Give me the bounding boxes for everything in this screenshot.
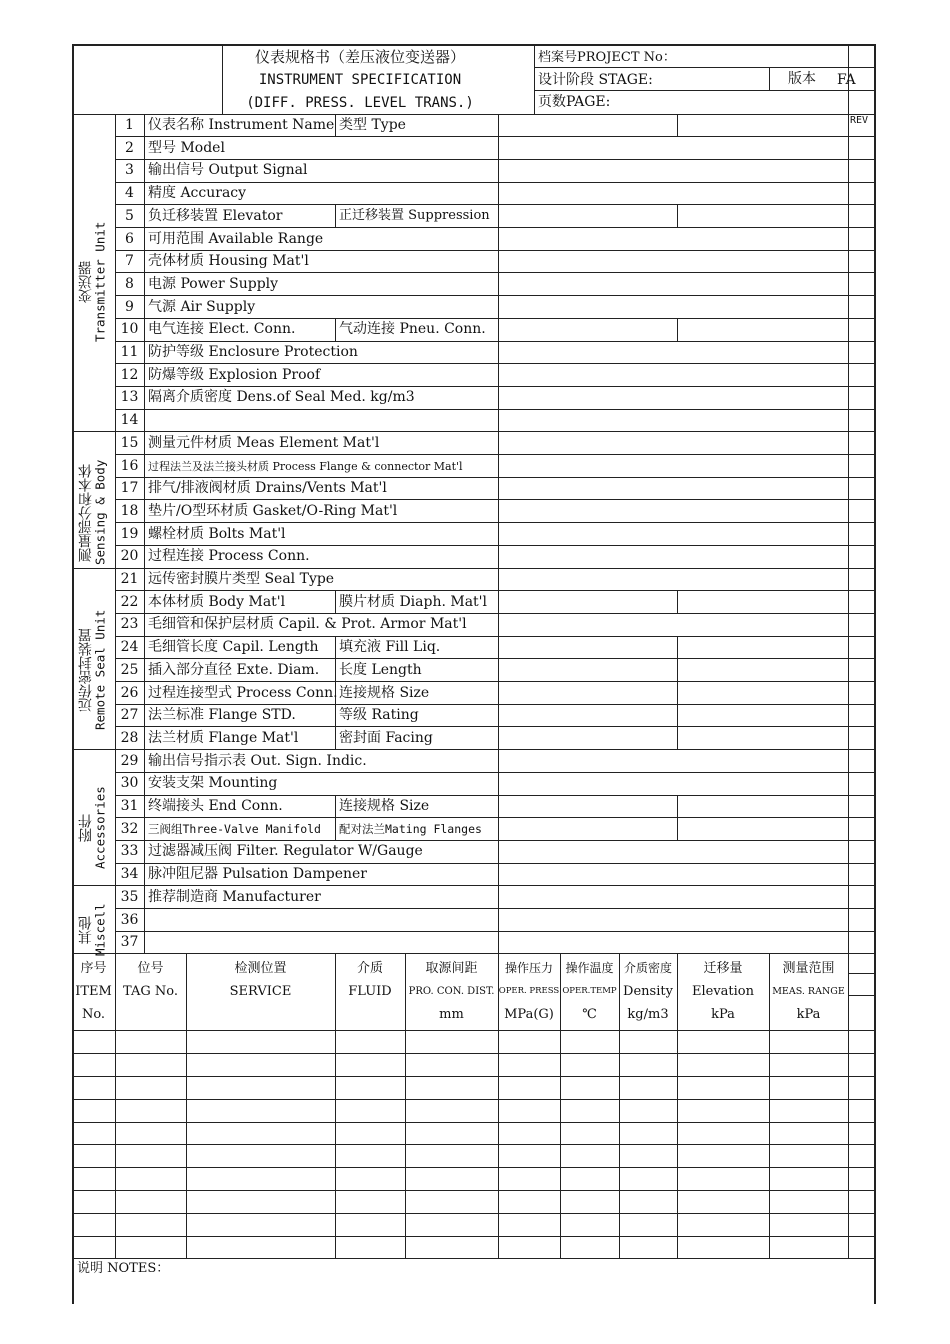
column-header-l3: kg/m3 [627, 1006, 669, 1022]
row-number: 26 [120, 684, 139, 701]
spec-value-cell[interactable] [499, 365, 847, 386]
row-number: 33 [120, 843, 139, 860]
spec-value-cell[interactable] [499, 614, 847, 635]
row-number: 8 [125, 275, 134, 292]
column-header-l3: MPa(G) [504, 1006, 554, 1022]
row-number: 1 [125, 117, 134, 133]
project-no-label: 档案号PROJECT No： [538, 50, 676, 65]
section-remote-seal-en: Remote Seal Unit [92, 609, 108, 731]
row-number: 28 [120, 729, 139, 746]
title-cn: 仪表规格书（差压液位变送器） [254, 48, 465, 66]
row-number: 14 [120, 412, 139, 429]
spec-value-cell[interactable] [499, 229, 847, 250]
spec-value-cell[interactable] [499, 705, 847, 726]
row-number: 16 [120, 457, 139, 474]
spec-value-cell[interactable] [499, 319, 847, 340]
column-header-l2: PRO. CON. DIST. [408, 985, 495, 997]
row-label: 可用范围 Available Range [148, 230, 324, 247]
column-header-l1: 操作压力 [504, 960, 553, 975]
column-header-l3: No. [81, 1006, 106, 1022]
row-label: 输出信号 Output Signal [148, 162, 308, 179]
row-number: 2 [125, 139, 134, 156]
row-label: 法兰标准 Flange STD. [148, 707, 296, 724]
row-label: 精度 Accuracy [148, 185, 247, 202]
row-label: 排气/排液阀材质 Drains/Vents Mat'l [148, 480, 387, 497]
spec-value-cell[interactable] [499, 773, 847, 794]
row-label-secondary: 等级 Rating [339, 707, 419, 724]
row-number: 22 [120, 593, 139, 610]
row-number: 9 [125, 298, 134, 315]
row-label-secondary: 膜片材质 Diaph. Mat'l [339, 593, 488, 610]
row-label: 过程连接 Process Conn. [148, 548, 310, 565]
row-number: 7 [125, 253, 134, 270]
spec-value-cell[interactable] [499, 274, 847, 295]
row-number: 30 [120, 775, 139, 792]
spec-value-cell[interactable] [499, 410, 847, 431]
section-sensing-cn: 测量部分和本体 [77, 463, 94, 562]
rev-label: REV [850, 115, 869, 126]
row-label: 测量元件材质 Meas Element Mat'l [148, 434, 380, 451]
spec-value-cell[interactable] [499, 910, 847, 931]
column-header-l2: SERVICE [229, 983, 292, 999]
row-number: 34 [120, 866, 139, 883]
row-number: 15 [120, 434, 139, 451]
row-label: 终端接头 End Conn. [148, 798, 283, 814]
row-label-secondary: 连接规格 Size [339, 798, 430, 814]
section-transmitter-en: Transmitter Unit [92, 221, 108, 342]
row-number: 18 [120, 502, 139, 519]
column-header-l2: Density [623, 983, 673, 999]
row-label: 本体材质 Body Mat'l [148, 593, 286, 610]
row-label: 过程连接型式 Process Conn. [148, 684, 338, 701]
row-number: 35 [120, 888, 139, 905]
section-transmitter [72, 118, 115, 445]
spec-value-cell[interactable] [499, 546, 847, 567]
column-header-l1: 测量范围 [782, 960, 835, 976]
version-label: 版本 [788, 71, 816, 87]
row-label: 安装支架 Mounting [148, 775, 278, 792]
row-number: 25 [120, 661, 139, 678]
spec-value-cell[interactable] [499, 183, 847, 204]
spec-value-cell[interactable] [499, 478, 847, 499]
column-header-l2: ITEM [75, 983, 112, 999]
row-number: 19 [120, 525, 139, 542]
spec-value-cell[interactable] [499, 160, 847, 181]
spec-value-cell[interactable] [499, 932, 847, 953]
spec-value-cell[interactable] [499, 569, 847, 590]
row-number: 17 [120, 480, 139, 497]
spec-value-cell[interactable] [499, 456, 847, 477]
spec-value-cell[interactable] [499, 297, 847, 318]
row-number: 31 [120, 798, 139, 814]
row-number: 6 [125, 230, 134, 247]
section-sensing-en: Sensing & Body [92, 459, 108, 566]
row-number: 4 [125, 185, 134, 202]
row-number: 3 [125, 162, 134, 179]
column-header-l3: ℃ [582, 1006, 597, 1022]
spec-value-cell[interactable] [499, 342, 847, 363]
row-label: 毛细管长度 Capil. Length [148, 639, 319, 656]
row-number: 21 [120, 571, 139, 587]
column-header-l2: FLUID [348, 983, 392, 999]
row-label: 壳体材质 Housing Mat'l [148, 253, 309, 270]
column-header-l2: MEAS. RANGE [772, 985, 845, 997]
spec-value-cell[interactable] [499, 138, 847, 159]
row-label: 法兰材质 Flange Mat'l [148, 729, 299, 746]
column-header-l2: OPER.TEMP [562, 985, 617, 996]
row-number: 13 [120, 389, 139, 406]
row-label-secondary: 长度 Length [339, 661, 422, 678]
row-label: 电气连接 Elect. Conn. [148, 321, 296, 338]
row-label: 气源 Air Supply [148, 298, 256, 315]
page-label: 页数PAGE: [538, 94, 611, 110]
column-header-l1: 检测位置 [234, 960, 287, 976]
column-header-l3: kPa [796, 1006, 821, 1022]
column-header-l1: 位号 [137, 960, 164, 976]
spec-value-cell[interactable] [499, 501, 847, 522]
row-label: 负迁移装置 Elevator [148, 207, 283, 224]
column-header-l1: 取源间距 [425, 960, 478, 976]
section-accessories-en: Accessories [92, 786, 108, 870]
spec-value-cell[interactable] [499, 387, 847, 408]
spec-value-cell[interactable] [499, 819, 847, 840]
row-label-secondary: 正迁移装置 Suppression [339, 207, 490, 223]
row-label: 电源 Power Supply [148, 275, 279, 292]
row-number: 20 [120, 548, 139, 565]
column-header-l1: 介质密度 [623, 960, 672, 975]
spec-value-cell[interactable] [499, 251, 847, 272]
row-number: 5 [125, 207, 134, 224]
spec-value-cell[interactable] [499, 637, 847, 658]
column-header-l1: 操作温度 [565, 960, 614, 975]
row-label-secondary: 配对法兰Mating Flanges [339, 821, 482, 836]
row-label: 推荐制造商 Manufacturer [148, 888, 321, 905]
spec-sheet [72, 44, 876, 1304]
row-label-secondary: 填充液 Fill Liq. [339, 639, 441, 656]
row-number: 12 [120, 366, 139, 383]
row-label: 仪表名称 Instrument Name [148, 117, 335, 133]
section-transmitter-cn: 变送器 [77, 260, 94, 303]
row-label: 毛细管和保护层材质 Capil. & Prot. Armor Mat'l [148, 616, 467, 633]
stage-label: 设计阶段 STAGE: [538, 72, 653, 88]
row-label: 螺栓材质 Bolts Mat'l [148, 525, 286, 542]
row-label: 远传密封膜片类型 Seal Type [148, 571, 335, 587]
row-number: 32 [120, 820, 139, 837]
column-header-l3: kPa [711, 1006, 735, 1022]
title-en-1: INSTRUMENT SPECIFICATION [258, 72, 462, 88]
section-miscell-cn: 其他 [77, 916, 94, 944]
spec-value-cell[interactable] [499, 683, 847, 704]
spec-value-cell[interactable] [499, 796, 847, 817]
title-en-2: (DIFF. PRESS. LEVEL TRANS.) [246, 95, 474, 111]
column-header-l3: mm [439, 1006, 464, 1022]
row-label: 过滤器减压阀 Filter. Regulator W/Gauge [148, 843, 423, 860]
column-header-l1: 序号 [80, 960, 107, 976]
row-label-secondary: 气动连接 Pneu. Conn. [339, 321, 486, 338]
row-number: 10 [120, 321, 139, 338]
row-label: 防护等级 Enclosure Protection [148, 344, 358, 360]
row-number: 37 [120, 934, 139, 951]
section-miscell [72, 896, 115, 964]
spec-value-cell[interactable] [499, 115, 847, 136]
row-label: 型号 Model [148, 139, 225, 156]
row-label: 隔离介质密度 Dens.of Seal Med. kg/m3 [148, 389, 415, 406]
row-label-secondary: 密封面 Facing [339, 729, 433, 746]
spec-value-cell[interactable] [499, 728, 847, 749]
row-label-secondary: 类型 Type [339, 117, 406, 133]
column-header-l1: 迁移量 [703, 960, 743, 976]
row-label-secondary: 连接规格 Size [339, 684, 430, 701]
notes-label: 说明 NOTES： [77, 1261, 170, 1276]
row-label: 插入部分直径 Exte. Diam. [148, 661, 320, 678]
row-label: 垫片/O型环材质 Gasket/O-Ring Mat'l [148, 502, 398, 519]
column-header-l1: 介质 [356, 960, 383, 976]
row-number: 24 [120, 639, 139, 656]
row-label: 脉冲阻尼器 Pulsation Dampener [148, 866, 367, 883]
row-label: 输出信号指示表 Out. Sign. Indic. [148, 752, 367, 769]
row-number: 23 [120, 616, 139, 633]
section-sensing [72, 445, 115, 580]
section-accessories-cn: 附件 [77, 814, 94, 843]
spec-value-cell[interactable] [499, 887, 847, 908]
column-header-l2: Elevation [691, 983, 755, 999]
section-remote-seal-cn: 远传密封装置 [77, 628, 94, 713]
section-miscell-en: Miscell [92, 903, 108, 957]
spec-value-cell[interactable] [499, 433, 847, 454]
row-number: 29 [120, 752, 139, 769]
spec-value-cell[interactable] [499, 524, 847, 545]
spec-value-cell[interactable] [499, 841, 847, 862]
spec-value-cell[interactable] [499, 751, 847, 772]
row-number: 36 [120, 911, 139, 928]
spec-value-cell[interactable] [499, 206, 847, 227]
column-header-l2: OPER. PRESS [498, 985, 560, 996]
section-accessories [72, 760, 115, 896]
spec-value-cell[interactable] [499, 592, 847, 613]
row-label: 防爆等级 Explosion Proof [148, 366, 321, 383]
row-number: 11 [120, 344, 139, 360]
section-remote-seal [72, 580, 115, 760]
spec-value-cell[interactable] [499, 660, 847, 681]
row-label: 三阀组Three-Valve Manifold [148, 821, 321, 836]
version-value: FA [837, 72, 856, 88]
column-header-l2: TAG No. [123, 983, 178, 999]
row-number: 27 [120, 707, 139, 724]
spec-value-cell[interactable] [499, 864, 847, 885]
row-label: 过程法兰及法兰接头材质 Process Flange & connector Mat'l [148, 459, 463, 473]
